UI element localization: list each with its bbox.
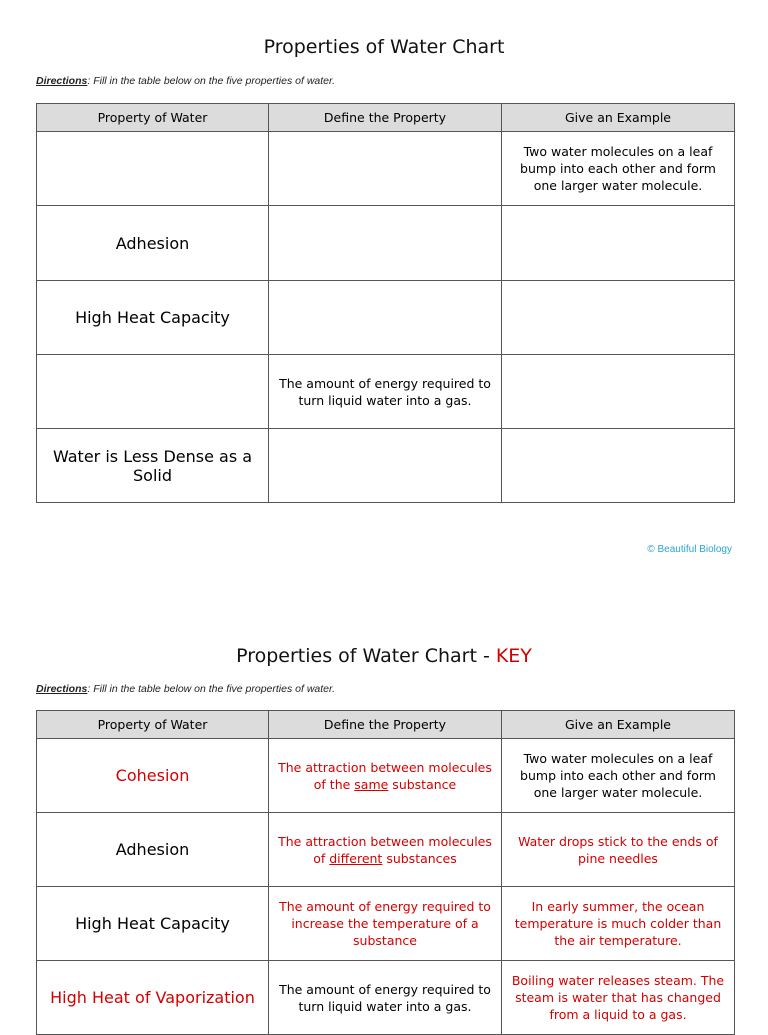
- example-cell[interactable]: [502, 206, 735, 281]
- table-row: [37, 887, 735, 961]
- property-cell: High Heat Capacity: [37, 281, 269, 355]
- definition-cell: The amount of energy required to turn liquid water into a gas.: [269, 961, 502, 1035]
- property-cell[interactable]: [37, 132, 269, 206]
- property-cell[interactable]: [37, 355, 269, 429]
- example-cell: Water drops stick to the ends of pine needles: [502, 813, 735, 887]
- table-row: [37, 739, 735, 813]
- definition-text: substance: [388, 776, 457, 792]
- header-define: Define the Property: [269, 104, 502, 132]
- table-row: [37, 813, 735, 887]
- table-row: [37, 281, 735, 355]
- property-cell: Water is Less Dense as a Solid: [37, 429, 269, 503]
- table-row: [37, 206, 735, 281]
- header-property: Property of Water: [37, 104, 269, 132]
- key-title-key: KEY: [495, 645, 532, 667]
- table-row: [37, 961, 735, 1035]
- property-cell: High Heat Capacity: [37, 887, 269, 961]
- header-example: Give an Example: [502, 104, 735, 132]
- table-row: [37, 132, 735, 206]
- table-header-row: [37, 711, 735, 739]
- table-header-row: [37, 104, 735, 132]
- definition-cell: The amount of energy required to increase the temperature of a substance: [269, 887, 502, 961]
- example-cell: Two water molecules on a leaf bump into each other and form one larger water molecule.: [502, 739, 735, 813]
- property-cell: Adhesion: [37, 813, 269, 887]
- copyright-text: © Beautiful Biology: [647, 544, 732, 555]
- example-cell[interactable]: [502, 429, 735, 503]
- key-title-text: Properties of Water Chart -: [236, 645, 496, 667]
- definition-text: substances: [382, 850, 457, 866]
- definition-text: The attraction between molecules of the: [278, 759, 492, 792]
- definition-emphasis: same: [354, 776, 389, 792]
- worksheet-directions: [36, 75, 335, 87]
- definition-cell[interactable]: [269, 206, 502, 281]
- directions-text: : Fill in the table below on the five properties of water.: [87, 75, 336, 87]
- key-directions: [36, 683, 335, 695]
- key-title: [0, 645, 768, 667]
- definition-cell: [269, 739, 502, 813]
- definition-emphasis: different: [329, 850, 383, 866]
- definition-cell[interactable]: [269, 429, 502, 503]
- definition-text: The attraction between molecules of: [278, 833, 492, 866]
- worksheet-title: Properties of Water Chart: [263, 36, 505, 58]
- definition-cell[interactable]: [269, 281, 502, 355]
- example-cell[interactable]: [502, 355, 735, 429]
- directions-text: : Fill in the table below on the five properties of water.: [87, 683, 336, 695]
- example-cell: Two water molecules on a leaf bump into each other and form one larger water molecule.: [502, 132, 735, 206]
- property-cell: Cohesion: [37, 739, 269, 813]
- header-define: Define the Property: [269, 711, 502, 739]
- directions-label: Directions: [36, 683, 88, 695]
- definition-cell: The amount of energy required to turn liquid water into a gas.: [269, 355, 502, 429]
- example-cell: Boiling water releases steam. The steam is water that has changed from a liquid to a gas.: [502, 961, 735, 1035]
- worksheet-table: [36, 103, 735, 503]
- directions-label: Directions: [36, 75, 88, 87]
- header-example: Give an Example: [502, 711, 735, 739]
- table-row: [37, 355, 735, 429]
- header-property: Property of Water: [37, 711, 269, 739]
- example-cell: In early summer, the ocean temperature is much colder than the air temperature.: [502, 887, 735, 961]
- property-cell: Adhesion: [37, 206, 269, 281]
- table-row: [37, 429, 735, 503]
- key-table: [36, 710, 735, 1035]
- property-cell: High Heat of Vaporization: [37, 961, 269, 1035]
- definition-cell[interactable]: [269, 132, 502, 206]
- example-cell[interactable]: [502, 281, 735, 355]
- definition-cell: [269, 813, 502, 887]
